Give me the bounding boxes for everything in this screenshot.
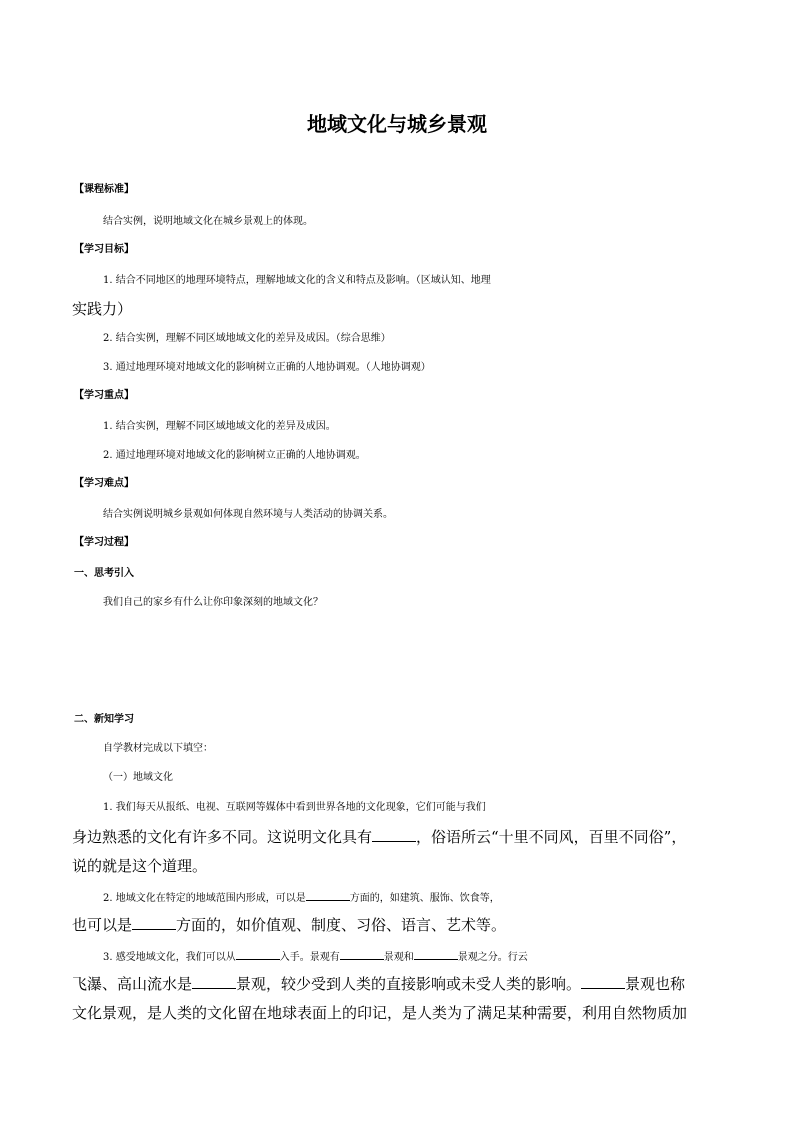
q1-text-b: ，俗语所云“十里不同风，百里不同俗”， <box>416 828 687 846</box>
objective-2: 2. 结合实例，理解不同区域地域文化的差异及成因。（综合思维） <box>103 333 391 344</box>
heading-difficulties: 【学习难点】 <box>74 478 134 489</box>
heading-key-points: 【学习重点】 <box>74 390 134 401</box>
fill-blank[interactable] <box>372 826 416 842</box>
question-1-line-3: 说的就是这个道理。 <box>72 857 208 875</box>
q2-text-a: 2. 地域文化在特定的地域范围内形成，可以是 <box>103 893 306 904</box>
q1-text-a: 身边熟悉的文化有许多不同。这说明文化具有 <box>72 828 373 846</box>
objective-1-line-1: 1. 结合不同地区的地理环境特点，理解地域文化的含义和特点及影响。（区域认知、地理 <box>103 275 491 286</box>
part-1-question: 我们自己的家乡有什么让你印象深刻的地域文化？ <box>103 597 323 608</box>
objective-1-line-2: 实践力） <box>72 300 133 318</box>
question-2-line-2 <box>72 914 726 936</box>
fill-blank[interactable] <box>306 885 350 901</box>
fill-blank[interactable] <box>581 973 625 989</box>
course-standard-text: 结合实例，说明地域文化在城乡景观上的体现。 <box>103 216 313 227</box>
question-2-line-1 <box>103 885 757 910</box>
heading-part-2: 二、新知学习 <box>74 714 134 725</box>
question-3-line-3: 文化景观，是人类的文化留在地球表面上的印记，是人类为了满足某种需要，利用自然物质加 <box>72 1004 688 1022</box>
fill-blank[interactable] <box>340 944 384 960</box>
fill-blank[interactable] <box>132 914 176 930</box>
heading-learning-process: 【学习过程】 <box>74 537 134 548</box>
question-1-line-1: 1. 我们每天从报纸、电视、互联网等媒体中看到世界各地的文化现象，它们可能与我们 <box>103 802 486 813</box>
document-title: 地域文化与城乡景观 <box>307 112 487 136</box>
subsection-regional-culture: （一）地域文化 <box>103 772 173 783</box>
objective-3: 3. 通过地理环境对地域文化的影响树立正确的人地协调观。（人地协调观） <box>103 362 431 373</box>
question-1-line-2 <box>72 826 726 848</box>
fill-blank[interactable] <box>414 944 458 960</box>
fill-blank[interactable] <box>236 944 280 960</box>
heading-part-1: 一、思考引入 <box>74 568 134 579</box>
q2-text-d: 方面的，如价值观、制度、习俗、语言、艺术等。 <box>176 916 507 934</box>
key-point-2: 2. 通过地理环境对地域文化的影响树立正确的人地协调观。 <box>103 450 366 461</box>
fill-blank[interactable] <box>192 973 236 989</box>
q2-text-c: 也可以是 <box>72 916 133 934</box>
q2-text-b: 方面的，如建筑、服饰、饮食等， <box>349 893 500 904</box>
q3-text-a: 3. 感受地域文化，我们可以从 <box>103 952 236 963</box>
q3-text-b: 入手。景观有 <box>279 952 340 963</box>
q3-text-g: 景观也称 <box>625 975 686 993</box>
heading-course-standard: 【课程标准】 <box>74 184 134 195</box>
difficulties-text: 结合实例说明城乡景观如何体现自然环境与人类活动的协调关系。 <box>103 509 393 520</box>
question-3-line-2 <box>72 973 726 995</box>
part-2-intro: 自学教材完成以下填空： <box>103 743 213 754</box>
question-3-line-1 <box>103 944 757 969</box>
q3-text-c: 景观和 <box>383 952 414 963</box>
heading-learning-objectives: 【学习目标】 <box>74 244 134 255</box>
key-point-1: 1. 结合实例，理解不同区域地域文化的差异及成因。 <box>103 421 336 432</box>
q3-text-e: 飞瀑、高山流水是 <box>72 975 193 993</box>
q3-text-f: 景观，较少受到人类的直接影响或未受人类的影响。 <box>236 975 582 993</box>
q3-text-d: 景观之分。行云 <box>457 952 528 963</box>
